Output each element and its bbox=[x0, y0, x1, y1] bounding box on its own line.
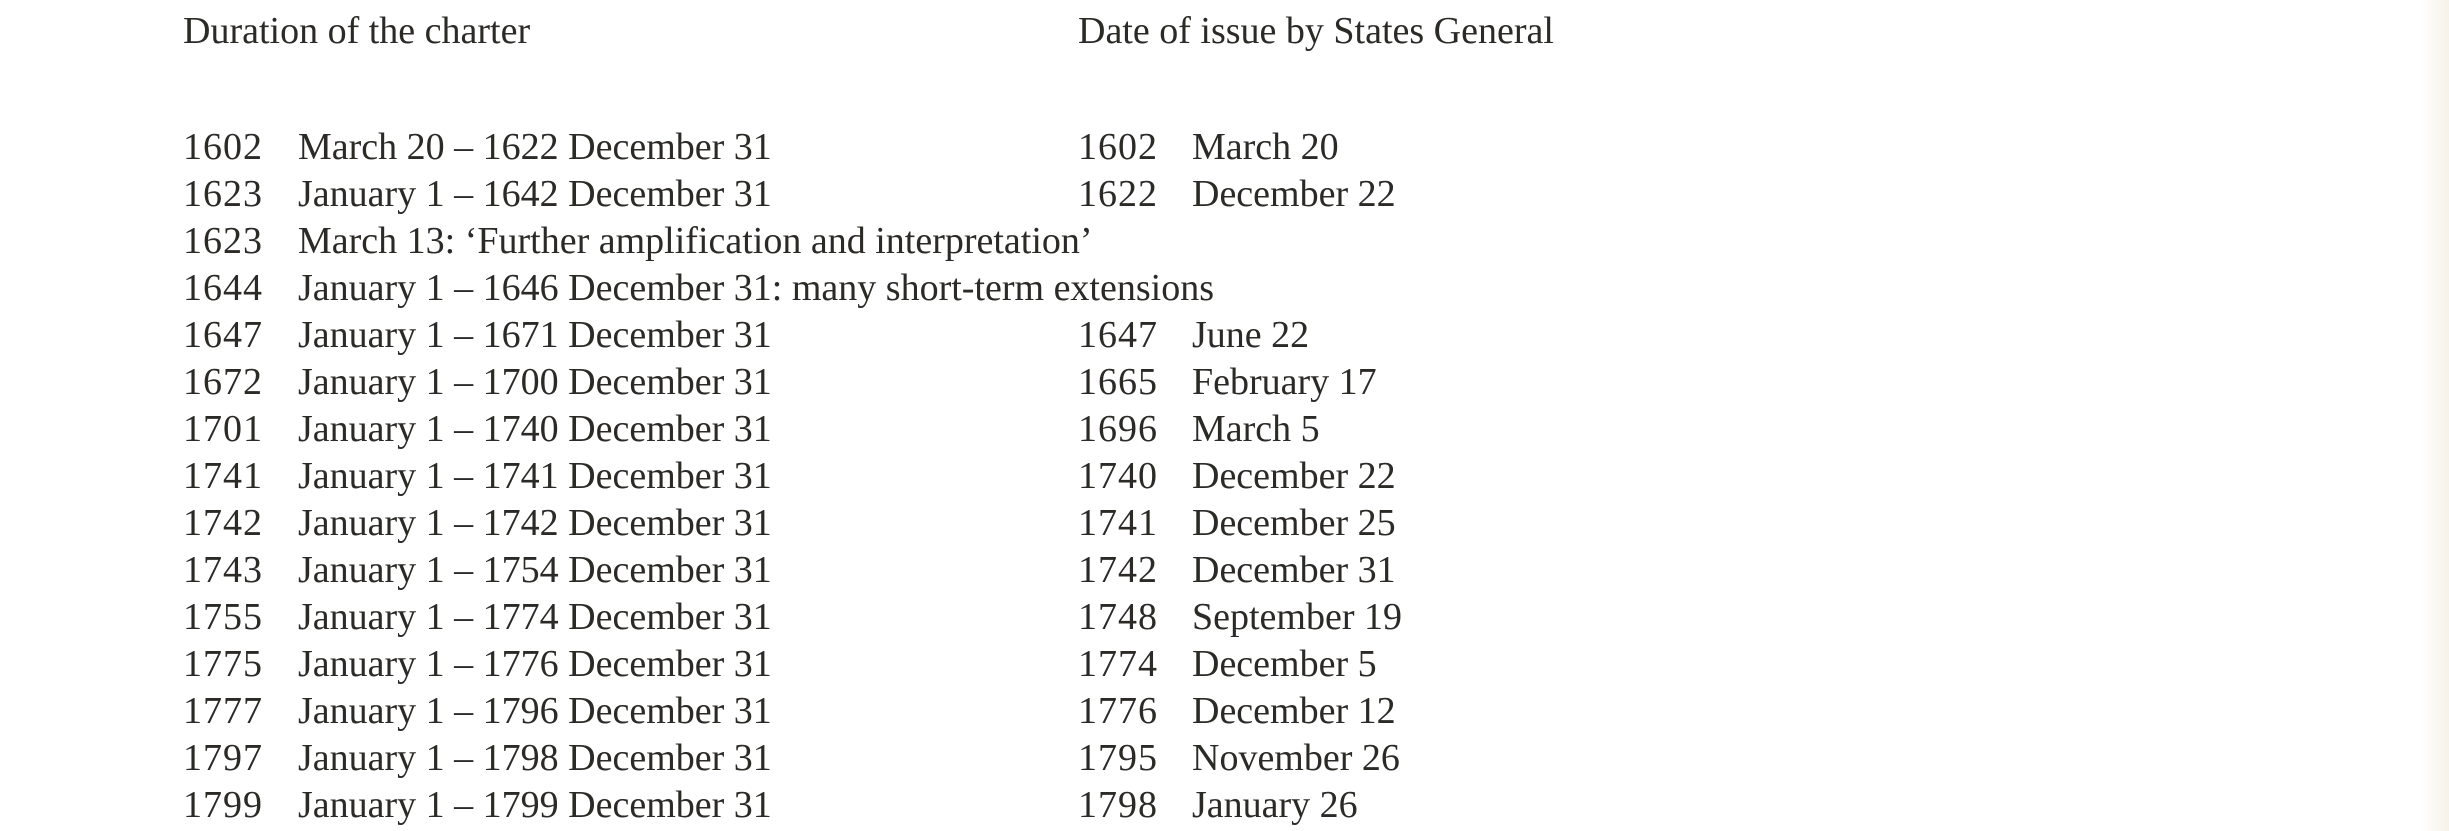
charter-duration-cell: March 20 – 1622 December 31 bbox=[298, 126, 772, 168]
charter-year-cell: 1799 bbox=[183, 784, 263, 826]
table-row bbox=[183, 735, 2449, 782]
table-row bbox=[183, 500, 2449, 547]
charter-duration-cell: January 1 – 1774 December 31 bbox=[298, 596, 772, 638]
table-row bbox=[183, 124, 2449, 171]
table-row bbox=[183, 406, 2449, 453]
charter-duration-cell: January 1 – 1798 December 31 bbox=[298, 737, 772, 779]
issue-date-cell: December 22 bbox=[1192, 173, 1396, 215]
table-row bbox=[183, 359, 2449, 406]
table-row bbox=[183, 171, 2449, 218]
charter-year-cell: 1623 bbox=[183, 173, 263, 215]
issue-date-header: Date of issue by States General bbox=[1078, 10, 1554, 52]
issue-date-cell: January 26 bbox=[1192, 784, 1358, 826]
table-row bbox=[183, 641, 2449, 688]
issue-year-cell: 1774 bbox=[1078, 643, 1158, 685]
charter-year-cell: 1741 bbox=[183, 455, 263, 497]
charter-year-cell: 1602 bbox=[183, 126, 263, 168]
table-row bbox=[183, 218, 2449, 265]
issue-date-cell: June 22 bbox=[1192, 314, 1310, 356]
table-row bbox=[183, 312, 2449, 359]
charter-duration-cell: March 13: ‘Further amplification and interpretation’ bbox=[298, 220, 1093, 262]
issue-year-cell: 1742 bbox=[1078, 549, 1158, 591]
charter-duration-cell: January 1 – 1776 December 31 bbox=[298, 643, 772, 685]
charter-duration-cell: January 1 – 1700 December 31 bbox=[298, 361, 772, 403]
issue-date-cell: December 22 bbox=[1192, 455, 1396, 497]
charter-year-cell: 1742 bbox=[183, 502, 263, 544]
issue-date-cell: March 20 bbox=[1192, 126, 1339, 168]
charter-year-cell: 1743 bbox=[183, 549, 263, 591]
charter-duration-cell: January 1 – 1799 December 31 bbox=[298, 784, 772, 826]
charter-table bbox=[183, 8, 2449, 829]
charter-year-cell: 1647 bbox=[183, 314, 263, 356]
charter-duration-cell: January 1 – 1646 December 31: many short-term extensions bbox=[298, 267, 1214, 309]
issue-year-cell: 1776 bbox=[1078, 690, 1158, 732]
table-row bbox=[183, 782, 2449, 829]
charter-year-cell: 1777 bbox=[183, 690, 263, 732]
charter-duration-cell: January 1 – 1671 December 31 bbox=[298, 314, 772, 356]
issue-year-cell: 1748 bbox=[1078, 596, 1158, 638]
issue-date-cell: December 31 bbox=[1192, 549, 1396, 591]
issue-year-cell: 1740 bbox=[1078, 455, 1158, 497]
charter-year-cell: 1755 bbox=[183, 596, 263, 638]
charter-duration-cell: January 1 – 1742 December 31 bbox=[298, 502, 772, 544]
charter-duration-cell: January 1 – 1796 December 31 bbox=[298, 690, 772, 732]
issue-date-cell bbox=[1192, 218, 2449, 265]
issue-year-cell: 1622 bbox=[1078, 173, 1158, 215]
charter-year-cell: 1797 bbox=[183, 737, 263, 779]
charter-year-cell: 1701 bbox=[183, 408, 263, 450]
charter-year-cell: 1623 bbox=[183, 220, 263, 262]
charter-duration-cell: January 1 – 1740 December 31 bbox=[298, 408, 772, 450]
table-headers bbox=[183, 8, 2449, 55]
issue-date-cell: November 26 bbox=[1192, 737, 1400, 779]
charter-year-cell: 1644 bbox=[183, 267, 263, 309]
issue-year-cell: 1647 bbox=[1078, 314, 1158, 356]
charter-year-cell: 1775 bbox=[183, 643, 263, 685]
charter-table-body bbox=[183, 124, 2449, 829]
issue-date-cell: December 5 bbox=[1192, 643, 1377, 685]
charter-duration-cell: January 1 – 1642 December 31 bbox=[298, 173, 772, 215]
issue-year-cell: 1696 bbox=[1078, 408, 1158, 450]
issue-date-cell: February 17 bbox=[1192, 361, 1377, 403]
charter-duration-cell: January 1 – 1754 December 31 bbox=[298, 549, 772, 591]
charter-duration-cell: January 1 – 1741 December 31 bbox=[298, 455, 772, 497]
issue-year-cell: 1665 bbox=[1078, 361, 1158, 403]
issue-date-cell bbox=[1192, 265, 2449, 312]
issue-year-cell: 1795 bbox=[1078, 737, 1158, 779]
table-row bbox=[183, 688, 2449, 735]
issue-date-cell: September 19 bbox=[1192, 596, 1403, 638]
table-row bbox=[183, 265, 2449, 312]
issue-year-cell: 1741 bbox=[1078, 502, 1158, 544]
table-row bbox=[183, 453, 2449, 500]
charter-year-cell: 1672 bbox=[183, 361, 263, 403]
issue-year-cell: 1602 bbox=[1078, 126, 1158, 168]
table-row bbox=[183, 594, 2449, 641]
table-row bbox=[183, 547, 2449, 594]
issue-date-cell: December 25 bbox=[1192, 502, 1396, 544]
issue-date-cell: March 5 bbox=[1192, 408, 1320, 450]
issue-year-cell bbox=[1078, 218, 1192, 265]
issue-year-cell: 1798 bbox=[1078, 784, 1158, 826]
issue-date-cell: December 12 bbox=[1192, 690, 1396, 732]
issue-year-cell bbox=[1078, 265, 1192, 312]
charter-duration-header: Duration of the charter bbox=[183, 10, 531, 52]
